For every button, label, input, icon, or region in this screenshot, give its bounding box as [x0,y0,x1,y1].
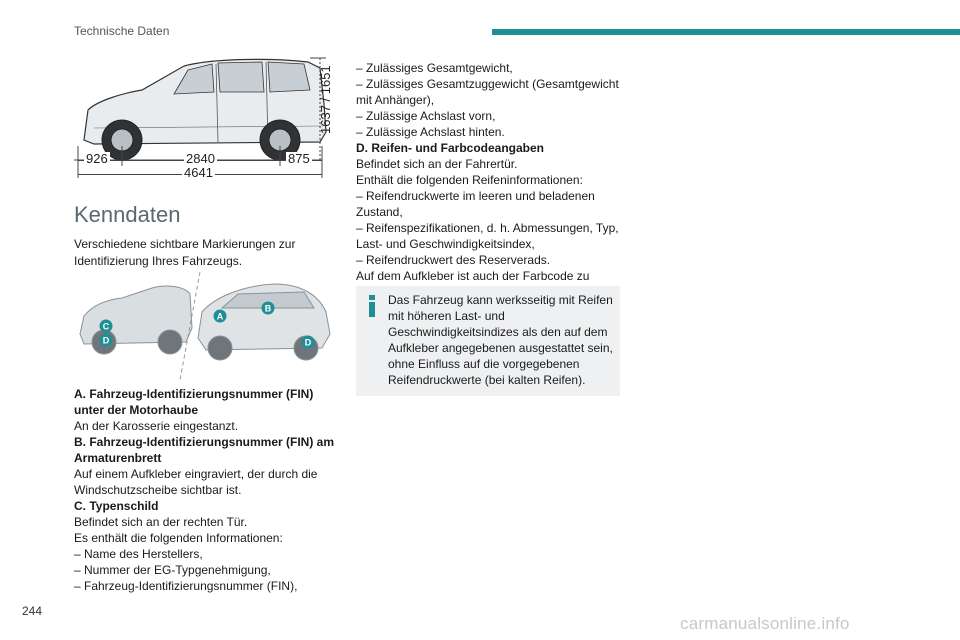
dimension-rear-overhang: 875 [288,151,310,166]
marker-d-right [302,336,315,349]
item-c-location: Befindet sich an der rechten Tür. [74,515,248,529]
dimension-height: 1637 / 1651 [318,65,333,134]
list-item: – Reifendruckwert des Reserverads. [356,253,551,267]
dimension-total-length: 4641 [184,165,213,180]
svg-text:D: D [304,337,312,348]
identification-markers-figure [74,272,336,382]
marker-d-left [100,334,113,347]
dimension-front-overhang: 926 [86,151,108,166]
item-c-info-intro: Es enthält die folgenden Informationen: [74,531,283,545]
header-accent-bar [492,29,960,35]
right-column-text [356,60,620,300]
marker-c [100,320,113,333]
item-a-description: An der Karosserie eingestanzt. [74,419,239,433]
list-item: – Nummer der EG-Typgenehmigung, [74,563,271,577]
list-item: – Reifendruckwerte im leeren und beladenen Zustand, [356,189,595,219]
info-icon [365,295,379,317]
list-item: – Reifenspezifikationen, d. h. Abmessungen, Typ, Last- und Geschwindigkeitsindex, [356,221,619,251]
info-note-text: Das Fahrzeug kann werksseitig mit Reifen mit höheren Last- und Geschwindigkeitsindizes als den auf dem Aufkleber angegebenen ausgestattet sein, ohne Einfluss auf die vorgegebenen Reifendruckwerte (bei kalten Reifen). [388,293,613,387]
left-column-text [74,386,346,594]
list-item: – Fahrzeug-Identifizierungsnummer (FIN), [74,579,298,593]
watermark: carmanualsonline.info [680,614,850,633]
section-intro: Verschiedene sichtbare Markierungen zur Identifizierung Ihres Fahrzeugs. [74,237,296,268]
marker-b [262,302,275,315]
item-d-heading: D. Reifen- und Farbcodeangaben [356,141,545,155]
marker-a [214,310,227,323]
item-b-heading: B. Fahrzeug-Identifizierungsnummer (FIN) am Armaturenbrett [74,435,335,465]
dimension-wheelbase: 2840 [186,151,215,166]
list-item: – Zulässige Achslast hinten. [356,125,505,139]
dimension-labels [74,150,334,182]
section-title: Kenndaten [74,202,181,227]
item-a-heading: A. Fahrzeug-Identifizierungsnummer (FIN) unter der Motorhaube [74,387,314,417]
svg-text:D: D [102,335,110,346]
item-b-description: Auf einem Aufkleber eingraviert, der durch die Windschutzscheibe sichtbar ist. [74,467,318,497]
item-d-info-intro: Enthält die folgenden Reifeninformationen: [356,173,583,187]
svg-text:C: C [102,321,110,332]
running-header: Technische Daten [74,24,170,38]
item-d-location: Befindet sich an der Fahrertür. [356,157,518,171]
list-item: – Name des Herstellers, [74,547,203,561]
list-item: – Zulässige Achslast vorn, [356,109,496,123]
list-item: – Zulässiges Gesamtzuggewicht (Gesamtgewicht mit Anhänger), [356,77,619,107]
list-item: – Zulässiges Gesamtgewicht, [356,61,513,75]
item-d-color-code-note: Auf dem Aufkleber ist auch der Farbcode zu [356,269,590,283]
svg-text:B: B [264,303,272,314]
page-number: 244 [22,604,43,618]
item-c-heading: C. Typenschild [74,499,159,513]
svg-text:A: A [216,311,224,322]
info-note-box [356,286,620,396]
